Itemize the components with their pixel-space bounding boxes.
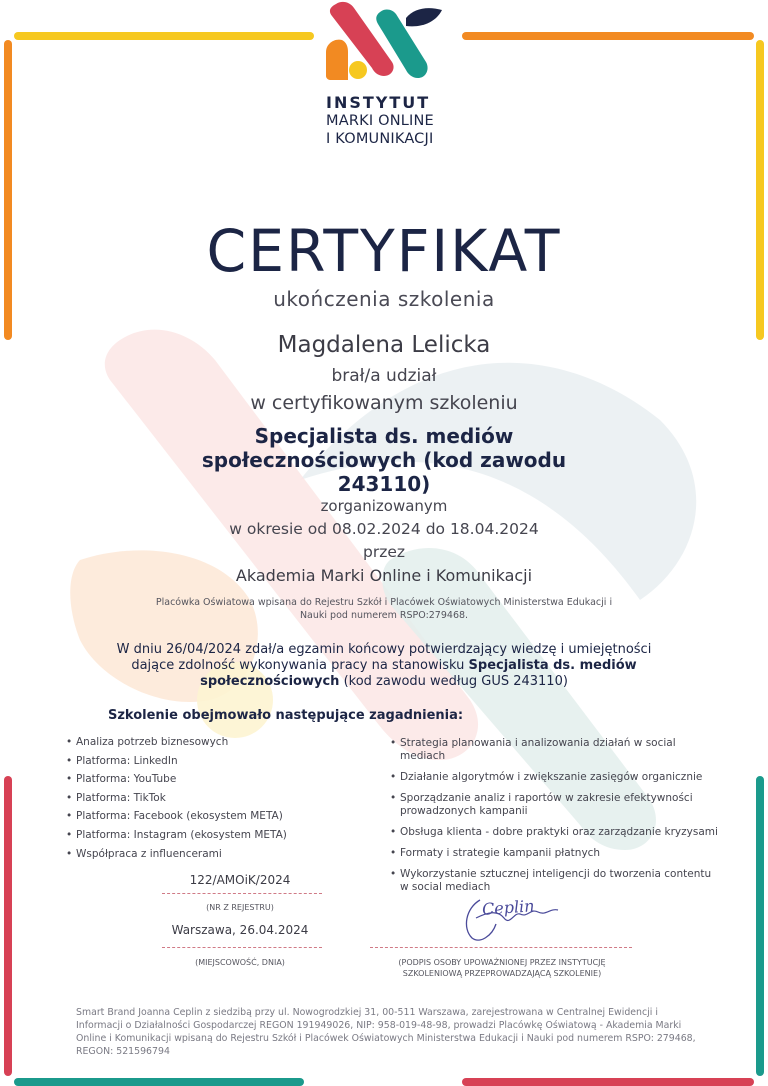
topic-item: • Analiza potrzeb biznesowych (66, 736, 356, 749)
frame-top-right-bar (462, 32, 754, 40)
certificate-subtitle: ukończenia szkolenia (273, 287, 495, 311)
topic-item: • Platforma: YouTube (66, 773, 356, 786)
course-name (0, 424, 768, 496)
exam-line-2-prefix: dające zdolność wykonywania pracy na stanowisku (131, 658, 469, 673)
registry-note (0, 596, 768, 622)
logo-mark (322, 0, 446, 86)
registry-number: 122/AMOiK/2024 (189, 873, 291, 887)
topic-item: • Obsługa klienta - dobre praktyki oraz zarządzanie kryzysami (390, 826, 720, 839)
topic-item: • Działanie algorytmów i zwiększanie zasięgów organicznie (390, 771, 720, 784)
frame-left-bottom-bar (4, 776, 12, 1076)
frame-right-bottom-bar (756, 776, 764, 1076)
frame-bottom-left-bar (14, 1078, 304, 1086)
exam-statement (0, 642, 768, 690)
exam-position-bold-cont: społecznościowych (200, 674, 340, 689)
frame-bottom-right-bar (462, 1078, 754, 1086)
topics-heading: Szkolenie obejmowało następujące zagadnienia: (108, 708, 464, 723)
logo-yellow-dot (349, 61, 367, 79)
logo-line-marki-online: MARKI ONLINE (326, 113, 434, 129)
course-name-line-3: 243110) (337, 472, 431, 496)
logo-line-komunikacji: I KOMUNIKACJI (326, 131, 434, 147)
logo-line-instytut: INSTYTUT (326, 93, 431, 112)
topic-item: • Platforma: Instagram (ekosystem META) (66, 829, 356, 842)
participated-text: brał/a udział (331, 366, 437, 386)
topic-item: • Platforma: LinkedIn (66, 755, 356, 768)
registry-note-line-1: Placówka Oświatowa wpisana do Rejestru Szkół i Placówek Oświatowych Ministerstwa Edukacji i (155, 597, 613, 608)
topic-item: • Platforma: Facebook (ekosystem META) (66, 810, 356, 823)
recipient-name: Magdalena Lelicka (277, 332, 491, 358)
signature-caption-line-2: SZKOLENIOWĄ PRZEPROWADZAJĄCĄ SZKOLENIE) (402, 969, 602, 978)
logo-navy-leaf (406, 8, 442, 26)
course-name-line-2: społecznościowych (kod zawodu (201, 448, 567, 472)
registry-number-line (162, 893, 322, 894)
topics-list-right (390, 737, 720, 902)
place-date-caption: (MIEJSCOWOŚĆ, DNIA) (195, 958, 285, 967)
signature-line (370, 947, 632, 948)
topic-item: • Współpraca z influencerami (66, 848, 356, 861)
signature-caption (362, 957, 642, 979)
organized-text: zorganizowanym (320, 497, 448, 515)
footer-legal-text: Smart Brand Joanna Ceplin z siedzibą przy ul. Nowogrodzkiej 31, 00-511 Warszawa, zarejestrowana w Centralnej Ewidencji i Informacji o Działalności Gospodarczej REGON 191949026, NIP: 958-019-48-98, prowadzi Placówkę Oświatową - Akademia Marki Online i Komunikacji wpisaną do Rejestru Szkół i Placówek Oświatowych Ministerstwa Edukacji i Nauki pod numerem RSPO: 279468, REGON: 521596794 (76, 1007, 696, 1057)
topics-list-left (66, 736, 356, 866)
registry-number-caption: (NR Z REJESTRU) (206, 903, 274, 912)
registry-note-line-2: Nauki pod numerem RSPO:279468. (299, 610, 469, 621)
training-period: w okresie od 08.02.2024 do 18.04.2024 (229, 520, 539, 538)
exam-position-bold: Specjalista ds. mediów (468, 658, 637, 673)
signature: Ceplin (481, 896, 536, 919)
topic-item: • Formaty i strategie kampanii płatnych (390, 847, 720, 860)
exam-line-1: W dniu 26/04/2024 zdał/a egzamin końcowy potwierdzający wiedzę i umiejętności (116, 642, 652, 657)
by-text: przez (362, 543, 406, 561)
place-date-line (162, 947, 322, 948)
exam-line-2 (0, 658, 768, 674)
training-intro-text: w certyfikowanym szkoleniu (250, 392, 518, 414)
logo-orange-shape (326, 40, 348, 80)
exam-line-3 (0, 674, 768, 690)
organizer-name: Akademia Marki Online i Komunikacji (235, 566, 533, 585)
exam-line-3-suffix: (kod zawodu według GUS 243110) (339, 674, 568, 689)
topic-item: • Strategia planowania i analizowania działań w social mediach (390, 737, 720, 763)
topic-item: • Platforma: TikTok (66, 792, 356, 805)
certificate-title: CERTYFIKAT (206, 217, 562, 285)
topic-item: • Sporządzanie analiz i raportów w zakresie efektywności prowadzonych kampanii (390, 792, 720, 818)
frame-top-left-bar (14, 32, 314, 40)
course-name-line-1: Specjalista ds. mediów (254, 424, 514, 448)
place-date: Warszawa, 26.04.2024 (171, 923, 309, 937)
signature-caption-line-1: (PODPIS OSOBY UPOWAŻNIONEJ PRZEZ INSTYTUCJĘ (398, 958, 606, 967)
topic-item: • Wykorzystanie sztucznej inteligencji do tworzenia contentu w social mediach (390, 868, 720, 894)
